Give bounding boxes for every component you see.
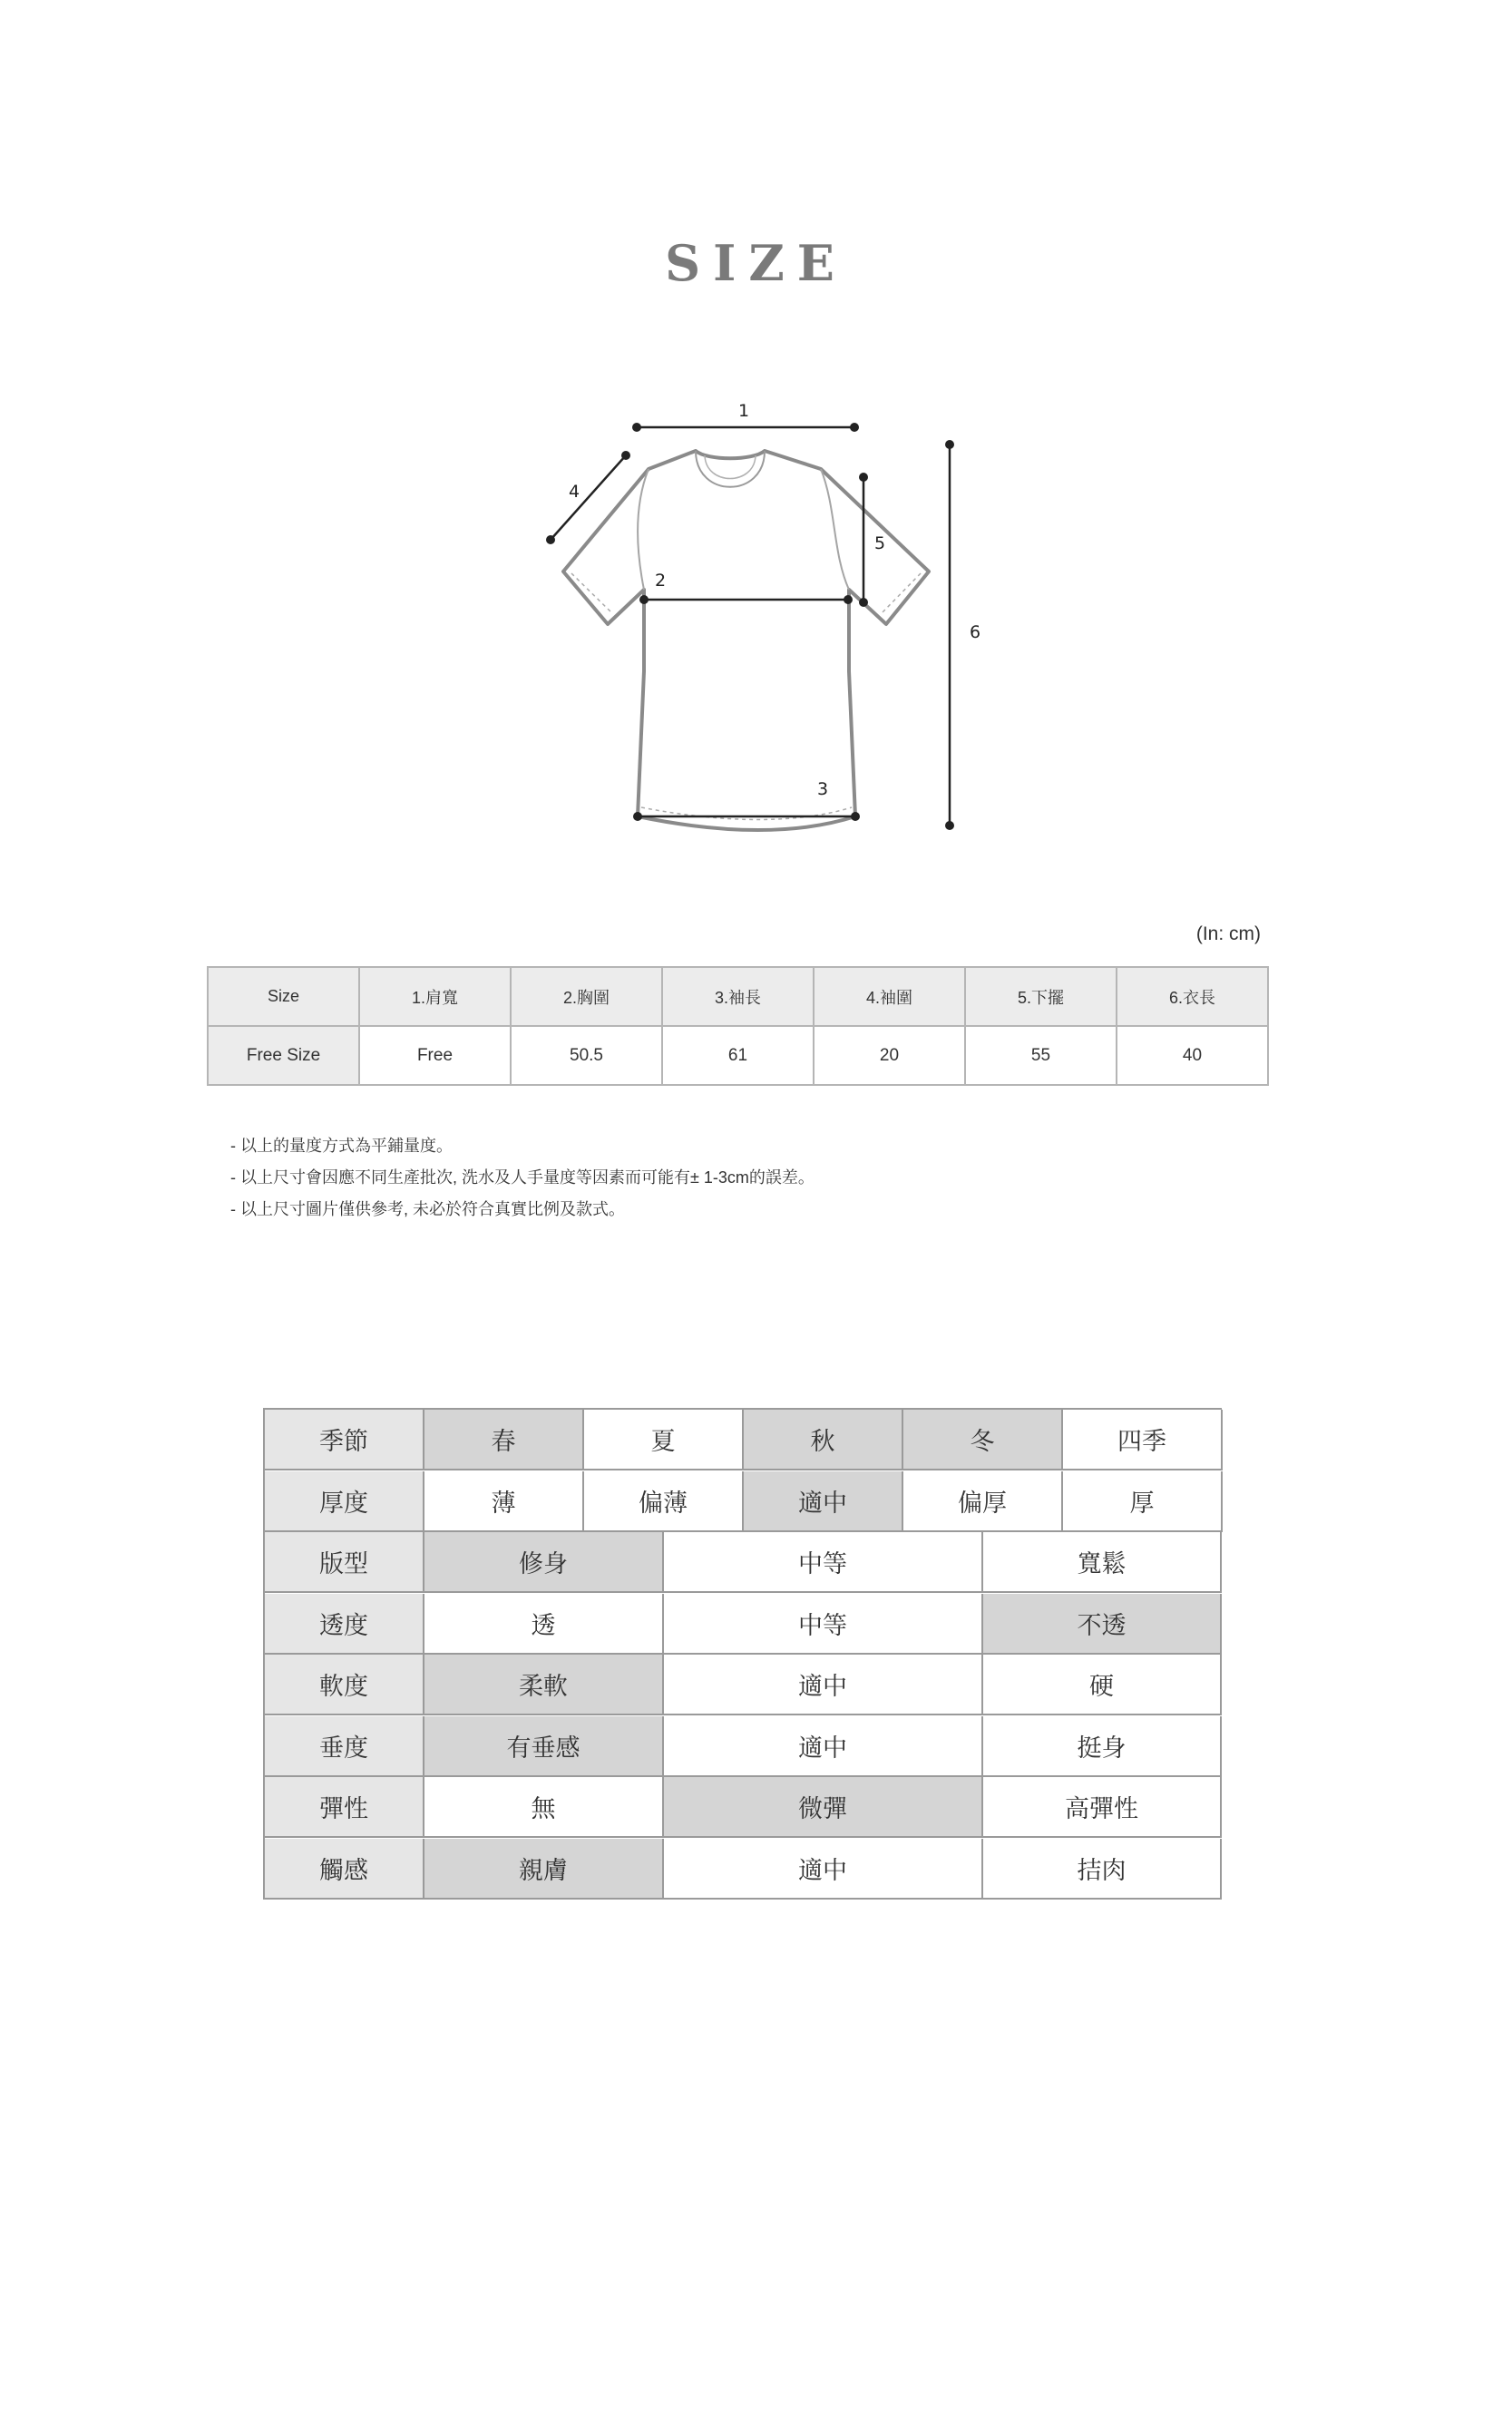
fabric-row-label: 厚度: [265, 1471, 424, 1532]
fabric-option-cell: 冬: [903, 1410, 1063, 1470]
fabric-row: [265, 1410, 1222, 1470]
fabric-option-cell: 適中: [664, 1839, 983, 1900]
page-title: SIZE: [665, 234, 847, 292]
fabric-option-cell: 偏厚: [903, 1471, 1063, 1532]
dim-dot: [632, 423, 641, 432]
dim-dot: [851, 812, 860, 821]
dim-label-3: 3: [816, 779, 829, 799]
dim-dot: [844, 595, 853, 604]
size-table-header-row: [208, 967, 1268, 1026]
size-header-cell: 3.袖長: [662, 967, 814, 1026]
fabric-row: [265, 1471, 1222, 1532]
fabric-option-cell: 不透: [983, 1594, 1222, 1655]
size-header-cell: 5.下擺: [965, 967, 1117, 1026]
fabric-option-cell: 透: [424, 1594, 664, 1655]
fabric-row: [265, 1594, 1222, 1655]
tshirt-measurement-svg: [526, 381, 998, 862]
fabric-option-cell: 適中: [744, 1471, 903, 1532]
size-header-cell: 2.胸圍: [511, 967, 662, 1026]
armhole-seam-left: [638, 469, 649, 590]
dim-label-1: 1: [737, 401, 750, 421]
fabric-option-cell: 柔軟: [424, 1655, 664, 1715]
fabric-option-cell: 薄: [424, 1471, 584, 1532]
fabric-option-cell: 拮肉: [983, 1839, 1222, 1900]
dim-dot: [639, 595, 649, 604]
dim-dot: [621, 451, 630, 460]
fabric-row-label: 軟度: [265, 1655, 424, 1715]
fabric-option-cell: 中等: [664, 1594, 983, 1655]
tshirt-outline: [563, 451, 929, 830]
size-value-cell: 61: [662, 1026, 814, 1085]
dim-dot: [945, 821, 954, 830]
size-value-cell: 55: [965, 1026, 1117, 1085]
size-header-cell: Size: [208, 967, 359, 1026]
fabric-row-label: 彈性: [265, 1777, 424, 1838]
fabric-option-cell: 寬鬆: [983, 1532, 1222, 1593]
fabric-row-label: 版型: [265, 1532, 424, 1593]
fabric-option-cell: 硬: [983, 1655, 1222, 1715]
size-table: [207, 966, 1269, 1086]
fabric-row: [265, 1839, 1222, 1900]
fabric-option-cell: 適中: [664, 1716, 983, 1777]
fabric-row-label: 觸感: [265, 1839, 424, 1900]
size-value-cell: Free: [359, 1026, 511, 1085]
fabric-option-cell: 挺身: [983, 1716, 1222, 1777]
fabric-option-cell: 微彈: [664, 1777, 983, 1838]
size-header-cell: 4.袖圍: [814, 967, 965, 1026]
note-line: - 以上尺寸會因應不同生產批次, 洗水及人手量度等因素而可能有± 1-3cm的誤差。: [230, 1168, 815, 1187]
dim-dot: [945, 440, 954, 449]
size-table-row: [208, 1026, 1268, 1085]
fabric-option-cell: 親膚: [424, 1839, 664, 1900]
size-value-cell: 40: [1117, 1026, 1268, 1085]
fabric-option-cell: 厚: [1063, 1471, 1223, 1532]
fabric-option-cell: 四季: [1063, 1410, 1223, 1470]
fabric-option-cell: 修身: [424, 1532, 664, 1593]
note-line: - 以上的量度方式為平鋪量度。: [230, 1137, 453, 1155]
size-header-cell: 6.衣長: [1117, 967, 1268, 1026]
fabric-option-cell: 夏: [584, 1410, 744, 1470]
fabric-option-cell: 無: [424, 1777, 664, 1838]
fabric-row-label: 透度: [265, 1594, 424, 1655]
fabric-option-cell: 春: [424, 1410, 584, 1470]
size-header-cell: 1.肩寬: [359, 967, 511, 1026]
fabric-row: [265, 1655, 1222, 1715]
dim-label-4: 4: [568, 482, 580, 502]
fabric-option-cell: 高彈性: [983, 1777, 1222, 1838]
dim-dot: [850, 423, 859, 432]
fabric-option-cell: 秋: [744, 1410, 903, 1470]
fabric-option-cell: 偏薄: [584, 1471, 744, 1532]
note-line: - 以上尺寸圖片僅供參考, 未必於符合真實比例及款式。: [230, 1200, 625, 1218]
size-value-cell: 50.5: [511, 1026, 662, 1085]
fabric-option-cell: 有垂感: [424, 1716, 664, 1777]
dim-label-6: 6: [969, 622, 981, 642]
tshirt-diagram: [526, 381, 998, 862]
fabric-option-cell: 中等: [664, 1532, 983, 1593]
size-row-label: Free Size: [208, 1026, 359, 1085]
size-value-cell: 20: [814, 1026, 965, 1085]
size-notes: [230, 1130, 815, 1226]
fabric-row: [265, 1716, 1222, 1777]
fabric-row: [265, 1777, 1222, 1838]
dim-dot: [633, 812, 642, 821]
fabric-row-label: 垂度: [265, 1716, 424, 1777]
unit-label: (In: cm): [1195, 923, 1261, 944]
armhole-seam-right: [821, 469, 849, 590]
fabric-properties-table: [263, 1408, 1222, 1900]
dim-dot: [859, 598, 868, 607]
dim-line-4: [551, 455, 626, 540]
fabric-row-label: 季節: [265, 1410, 424, 1470]
dim-label-5: 5: [873, 533, 886, 553]
fabric-row: [265, 1532, 1222, 1593]
dim-label-2: 2: [654, 571, 667, 591]
dim-dot: [546, 535, 555, 544]
bottom-hem-stitch: [641, 807, 852, 820]
dim-dot: [859, 473, 868, 482]
fabric-option-cell: 適中: [664, 1655, 983, 1715]
